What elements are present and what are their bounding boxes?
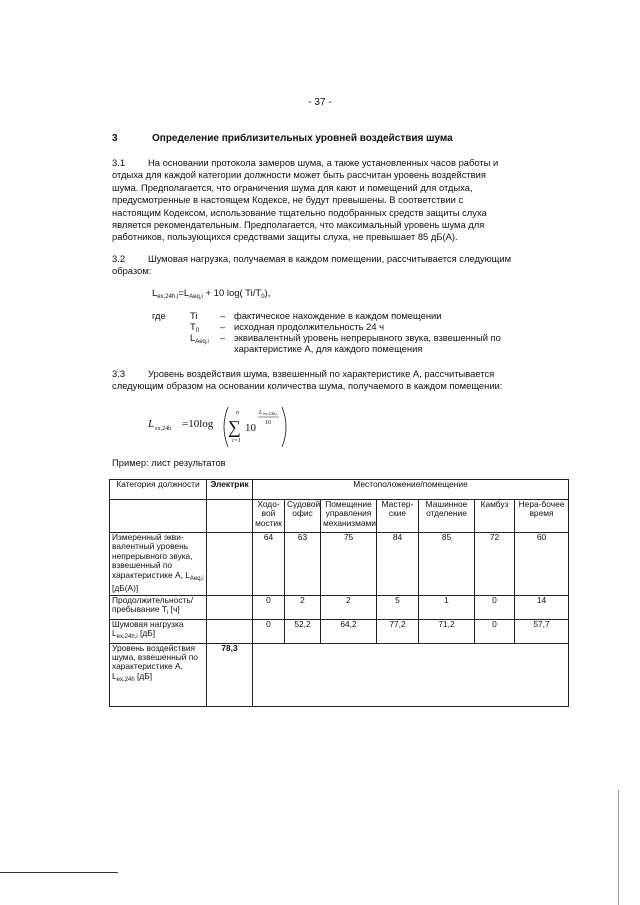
- table-cell: 1: [419, 596, 475, 620]
- paragraph-3-1: [112, 157, 537, 244]
- legend-ti: Ti – фактическое нахождение в каждом помещении: [190, 310, 442, 321]
- svg-text:L: L: [148, 418, 155, 430]
- results-table: [109, 479, 569, 707]
- room-header: Ходо-вой мостик: [253, 500, 285, 533]
- svg-text:=10log: =10log: [182, 418, 214, 430]
- total-exposure-value: 78,3: [207, 643, 253, 706]
- table-cell: 0: [475, 596, 515, 620]
- table-row: [110, 596, 569, 620]
- paragraph-3-3: [112, 368, 537, 393]
- row-label: Уровень воздействия шума, взвешенный по характеристике А, $L_{ex,24h}$ [дБ]: [110, 643, 207, 706]
- text-line: настоящим Кодексом, использование тщательно подобранных средств защиты слуха: [112, 206, 487, 218]
- room-header: Судовой офис: [285, 500, 321, 533]
- table-cell: 72: [475, 533, 515, 596]
- svg-text:ex,24h: ex,24h: [155, 426, 172, 432]
- table-cell: 57,7: [515, 619, 569, 643]
- table-cell: 5: [377, 596, 419, 620]
- row-label: Шумовая нагрузка $L_{ex,24h,i}$ [дБ]: [110, 619, 207, 643]
- paragraph-3-2: [112, 253, 537, 278]
- table-cell: 64,2: [321, 619, 377, 643]
- row-label: Продолжительность/ пребывание $T_i$ [ч]: [110, 596, 207, 620]
- svg-text:n: n: [236, 410, 239, 416]
- section-title: Определение приблизительных уровней воздействия шума: [152, 133, 453, 144]
- paragraph-number: 3.2: [112, 253, 126, 264]
- footer-rule: [0, 872, 118, 873]
- table-row: [110, 533, 569, 596]
- sum-symbol: ∑: [228, 417, 241, 437]
- table-cell: 60: [515, 533, 569, 596]
- room-header: Камбуз: [475, 500, 515, 533]
- text-line: Уровень воздействия шума, взвешенный по характеристике А, рассчитывается: [148, 368, 495, 379]
- where-label: где: [152, 310, 166, 321]
- header-location: Местоположение/помещение: [253, 480, 569, 500]
- table-cell: 71,2: [419, 619, 475, 643]
- section-number: 3: [112, 133, 118, 144]
- svg-text:L: L: [259, 410, 263, 416]
- table-cell: 14: [515, 596, 569, 620]
- paragraph-number: 3.3: [112, 368, 126, 379]
- legend-t0: $T_0$ – исходная продолжительность 24 ч: [190, 321, 385, 334]
- table-row: [110, 619, 569, 643]
- formula-exposure-total: [148, 403, 308, 451]
- formula-exposure-per-room: $L_{ex,24h,i}=L_{Aeq,i} + 10$ log( $Ti/T_0$),: [152, 288, 271, 300]
- room-header: Помещение управления механизмами: [321, 500, 377, 533]
- table-cell: 52,2: [285, 619, 321, 643]
- example-label: Пример: лист результатов: [112, 457, 226, 468]
- table-cell: 0: [253, 596, 285, 620]
- text-line: отдыха для каждой категории должности может быть рассчитан уровень воздействия: [112, 169, 486, 181]
- svg-text:i=1: i=1: [232, 438, 241, 444]
- header-category: Категория должности: [110, 480, 207, 500]
- page-number: - 37 -: [308, 97, 332, 108]
- svg-text:10: 10: [245, 422, 256, 434]
- text-line: образом:: [112, 265, 152, 277]
- row-label: Измеренный экви-валентный уровень непрерывного звука, взвешенный по характеристике А, $L_{Aeq,i}$ [дБ(А)]: [110, 533, 207, 596]
- table-cell: 2: [285, 596, 321, 620]
- room-header: Нера-бочее время: [515, 500, 569, 533]
- table-cell: 0: [253, 619, 285, 643]
- table-cell: 0: [475, 619, 515, 643]
- table-cell: 75: [321, 533, 377, 596]
- table-cell: 84: [377, 533, 419, 596]
- table-cell: 85: [419, 533, 475, 596]
- table-row: [110, 643, 569, 706]
- text-line: Шумовая нагрузка, получаемая в каждом помещении, рассчитывается следующим: [148, 253, 512, 264]
- svg-text:10: 10: [265, 420, 271, 426]
- paragraph-number: 3.1: [112, 157, 126, 168]
- table-cell: 64: [253, 533, 285, 596]
- text-line: предусмотренные в настоящем Кодексе, не будут превышены. В соответствии с: [112, 194, 464, 206]
- table-cell: 63: [285, 533, 321, 596]
- text-line: следующим образом на основании количества шума, получаемого в каждом помещении:: [112, 380, 503, 392]
- text-line: является рекомендательным. Предполагается, что максимальный уровень шума для: [112, 219, 485, 231]
- legend-laeq: $L_{Aeq,i}$ – эквивалентный уровень непрерывного звука, взвешенный по характеристике А, для каждого помещения: [190, 332, 501, 354]
- table-cell: 2: [321, 596, 377, 620]
- table-cell: 77,2: [377, 619, 419, 643]
- section-heading: [112, 133, 453, 144]
- svg-text:ex,24h,i: ex,24h,i: [263, 411, 278, 416]
- text-line: работников, пользующихся средствами защиты слуха, не превышает 85 дБ(А).: [112, 231, 458, 243]
- room-header: Машинное отделение: [419, 500, 475, 533]
- scan-edge-line: [618, 790, 619, 905]
- text-line: На основании протокола замеров шума, а также установленных часов работы и: [148, 157, 499, 168]
- header-role: Электрик: [207, 480, 253, 500]
- room-header: Мастер-ские: [377, 500, 419, 533]
- text-line: шума. Предполагается, что ограничения шума для кают и помещений для отдыха,: [112, 181, 473, 193]
